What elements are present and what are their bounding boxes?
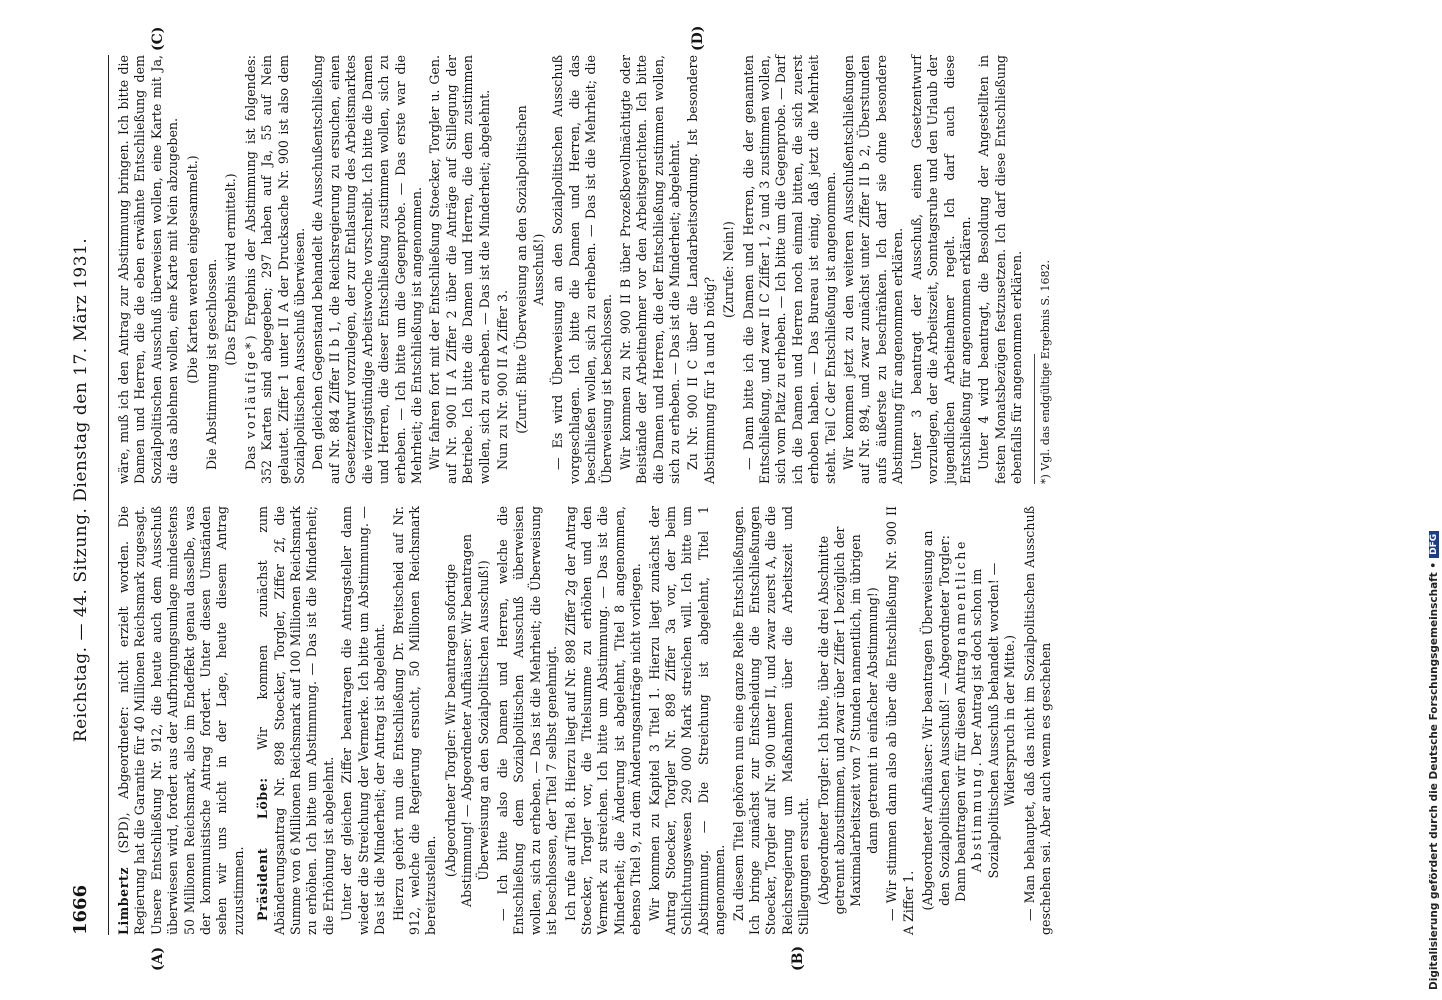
paragraph: Wir kommen zu Kapitel 3 Titel 1. Hierzu liegt zunächst der Antrag Stoecker, Torgler Nr. 898 Ziffer 3a vor, der beim Schlichtungswesen 290 000 Mark streichen will. Ich bitte um Abstimmung. — Die Streichung ist abgelehnt, Titel 1 angenommen. — [646, 506, 728, 935]
interjection: (Zurufe: Nein!) — [721, 221, 737, 318]
interjection-text: (Abgeordneter Aufhäuser: Wir beantragen Überweisung an den Sozialpolitischen Ausschuß! — Abgeordneter Torgler: Dann beantragen wir für diesen Antrag — [920, 530, 968, 911]
interjection: (Das Ergebnis wird ermittelt.) — [223, 173, 239, 366]
paragraph: Unter 3 beantragt der Ausschuß, einen Gesetzentwurf vorzulegen, der die Arbeitszeit, Sonntagsruhe und den Urlaub der jugendlichen Arbeitnehmer regelt. Ich darf auch diese Entschließung für angenommen erklären. — [908, 55, 973, 484]
paragraph-text: Wir kommen zunächst zum Abänderungsantrag Nr. 898 Stoecker, Torgler, Ziffer 2f, die Summe von 6 Millionen Reichsmark auf 100 Millionen Reichsmark zu erhöhen. Ich bitte um Abstimmung. — Das ist die Minderheit; die Erhöhung ist abgelehnt. — [255, 506, 336, 935]
interjection: (Abgeordneter Torgler: Wir beantragen sofortige Abstimmung! — Abgeordneter Aufhäuser: Wir beantragen Überweisung an den Sozialpolitischen Ausschuß!) — [442, 534, 491, 907]
page-header — [70, 55, 109, 935]
left-column — [116, 506, 1386, 935]
rotated-page-content — [70, 25, 1400, 971]
interjection — [920, 524, 1018, 917]
spaced-text: vorläufige*) — [242, 332, 258, 439]
speaker-name: Präsident Löbe: — [255, 777, 271, 921]
paragraph-text: Ergebnis der Abstimmung ist folgendes: 352 Karten sind abgegeben; 297 haben auf Ja, 55 auf Nein gelautet. Ziffer 1 unter II A der Drucksache Nr. 900 ist also dem Sozialpolitischen Ausschuß überwiesen. — [242, 55, 308, 484]
right-column — [116, 55, 1386, 484]
paragraph: — Es wird Überweisung an den Sozialpolitischen Ausschuß vorgeschlagen. Ich bitte die Damen und Herren, die das beschließen wollen, sich zu erheben. — Das ist die Mehrheit; die Überweisung ist beschlossen. — [550, 55, 615, 484]
paragraph: Wir kommen jetzt zu den weiteren Ausschußentschließungen auf Nr. 894, und zwar zunächst unter Ziffer II b 2, Überstunden aufs äußerste zu beschränken. Ich darf sie ohne besondere Abstimmung für angenommen erklären. — [841, 55, 906, 484]
interjection: (Zuruf: Bitte Überweisung an den Sozialpolitischen Ausschuß!) — [514, 105, 546, 434]
margin-marker-a: (A) — [150, 946, 166, 971]
interjection-text: Der Antrag ist doch schon im Sozialpolitischen Ausschuß behandelt worden! — Widerspruch in der Mitte.) — [969, 562, 1018, 879]
paragraph: Nun zu Nr. 900 II A Ziffer 3. — [494, 290, 510, 470]
digitization-credit — [1426, 10, 1442, 990]
paragraph: Zu Nr. 900 II C über die Landarbeitsordnung. Ist besondere Abstimmung für 1a und b nötig? — [685, 55, 717, 484]
paragraph: Wir kommen zu Nr. 900 II B über Prozeßbevollmächtigte oder Beistände der Arbeitnehmer vor den Arbeitsgerichten. Ich bitte die Damen und Herren, die der Entschließung zustimmen wollen, sich zu erheben. — Das ist die Minderheit; abgelehnt. — [617, 55, 682, 484]
digitization-sidebar — [1412, 10, 1440, 990]
paragraph: — Wir stimmen dann also ab über die Entschließung Nr. 900 II A Ziffer 1. — [884, 506, 916, 935]
text-columns — [116, 55, 1386, 935]
dfg-logo: DFG — [1429, 531, 1439, 558]
paragraph: wäre, muß ich den Antrag zur Abstimmung bringen. Ich bitte die Damen und Herren, die die eben erwähnte Entschließung dem Sozialpolitischen Ausschuß überweisen wollen, eine Karte mit Ja, die das ablehnen wollen, eine Karte mit Nein abzugeben. — [116, 55, 181, 484]
paragraph-text: Das — [242, 445, 258, 470]
paragraph: — Man behauptet, daß das nicht im Sozialpolitischen Ausschuß geschehen sei. Aber auch wenn es geschehen — [1021, 506, 1053, 935]
paragraph: Zu diesem Titel gehören nun eine ganze Reihe Entschließungen. Ich bringe zunächst zur Entscheidung die Entschließungen Stoecker, Torgler auf Nr. 900 unter II, und zwar zuerst A, die die Reichsregierung um Maßnahmen über die Arbeitszeit und Stillegungen ersucht. — [730, 506, 812, 935]
paragraph — [255, 506, 337, 935]
paragraph — [243, 55, 309, 484]
paragraph: — Ich bitte also die Damen und Herren, welche die Entschließung dem Sozialpolitischen Ausschuß überweisen wollen, sich zu erheben. — Das ist die Mehrheit; die Überweisung ist beschlossen, der Titel 7 selbst genehmigt. — [494, 506, 560, 935]
digitization-credit-text: Digitalisierung gefördert durch die Deutsche Forschungsgemeinschaft • — [1428, 561, 1440, 990]
paragraph: Die Abstimmung ist geschlossen. — [204, 258, 220, 470]
margin-marker-c: (C) — [150, 26, 166, 51]
paragraph: Den gleichen Gegenstand behandelt die Ausschußentschließung auf Nr. 884 Ziffer II b 1, die Reichsregierung zu ersuchen, einen Gesetzentwurf vorzulegen, der zur Entlastung des Arbeitsmarktes die vierzigstündige Arbeitswoche vorschreibt. Ich bitte die Damen und Herren, die dieser Entschließung zustimmen wollen, sich zu erheben. — Ich bitte um die Gegenprobe. — Das erste war die Mehrheit; die Entschließung ist angenommen. — [310, 55, 424, 484]
margin-marker-d: (D) — [690, 25, 706, 51]
margin-marker-b: (B) — [790, 945, 806, 971]
paragraph: Unter der gleichen Ziffer beantragen die Antragsteller dann wieder die Streichung der Vermerke. Ich bitte um Abstimmung. — Das ist die Minderheit; der Antrag ist abgelehnt. — [339, 506, 388, 935]
interjection: (Die Karten werden eingesammelt.) — [184, 155, 200, 384]
paragraph — [116, 506, 247, 935]
interjection: (Abgeordneter Torgler: Ich bitte, über die drei Abschnitte getrennt abzustimmen, und zwar über Ziffer 1 bezüglich der Maximalarbeitszeit von 7 Stunden namentlich, im übrigen dann getrennt in einfacher Abstimmung!) — [815, 526, 880, 915]
paragraph-text: nicht erzielt worden. Die Regierung hat die Garantie für 40 Millionen Reichsmark zugesagt. Unsere Entschließung Nr. 912, die heute auch dem Ausschuß überwiesen wird, fordert aus der Aufbringungsumlage mindestens 50 Millionen Reichsmark, also im Endeffekt genau dasselbe, was der kommunistische Antrag fordert. Unter diesen Umständen sehen wir uns nicht in der Lage, heute diesem Antrag zuzustimmen. — [116, 505, 246, 935]
speaker-name: Limbertz — [116, 866, 131, 935]
paragraph: — Dann bitte ich die Damen und Herren, die der genannten Entschließung, und zwar II C Ziffer 1, 2 und 3 zustimmen wollen, sich vom Platz zu erheben. — Ich bitte um die Gegenprobe. — Darf ich die Damen und Herren noch einmal bitten, die sich zuerst erhoben haben. — Das Bureau ist einig, daß jetzt die Mehrheit steht. Teil C der Entschließung ist angenommen. — [740, 55, 838, 484]
page-title: Reichstag. — 44. Sitzung. Dienstag den 17. März 1931. — [71, 237, 91, 743]
document-page — [70, 25, 1400, 971]
paragraph: Wir fahren fort mit der Entschließung Stoecker, Torgler u. Gen. auf Nr. 900 II A Ziffer 2 über die Anträge auf Stillegung der Betriebe. Ich bitte die Damen und Herren, die dem zustimmen wollen, sich zu erheben. — Das ist die Minderheit; abgelehnt. — [427, 55, 492, 484]
paragraph: Hierzu gehört nun die Entschließung Dr. Breitscheid auf Nr. 912, welche die Regierung ersucht, 50 Millionen Reichsmark bereitzustellen. — [390, 506, 439, 935]
spaced-text: namentliche Abstimmung. — [952, 539, 985, 873]
page-number: 1666 — [70, 884, 91, 935]
footnote: *) Vgl. das endgültige Ergebnis S. 1682. — [1038, 259, 1052, 484]
paragraph: Ich rufe auf Titel 8. Hierzu liegt auf Nr. 898 Ziffer 2g der Antrag Stoecker, Torgler vor, die Titelsumme zu erhöhen und den Vermerk zu streichen. Ich bitte um Abstimmung. — Das ist die Minderheit; die Änderung ist abgelehnt, Titel 8 angenommen, ebenso Titel 9, zu dem Änderungsanträge nicht vorliegen. — [562, 506, 644, 935]
paragraph: Unter 4 wird beantragt, die Besoldung der Angestellten in festen Monatsbezügen festzusetzen. Ich darf diese Entschließung ebenfalls für angenommen erklären. — [976, 55, 1025, 484]
speaker-party: (SPD), Abgeordneter: — [116, 706, 131, 854]
